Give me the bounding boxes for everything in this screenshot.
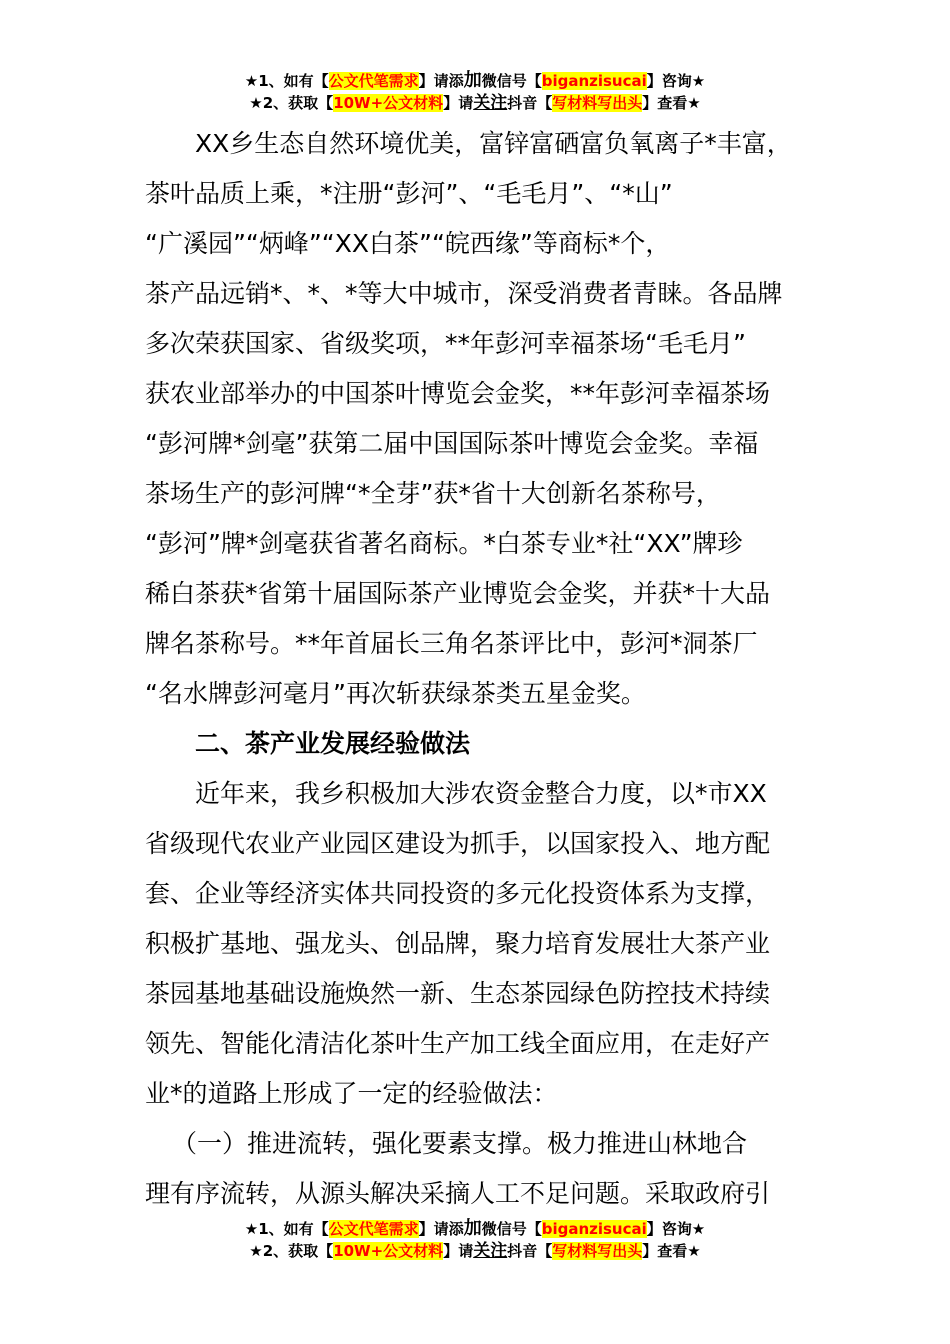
text-line: 业*的道路上形成了一定的经验做法： — [145, 1079, 558, 1108]
promo-banner-bottom — [0, 1218, 950, 1262]
section-heading: 二、茶产业发展经验做法 — [195, 729, 471, 758]
text-line: 牌名茶称号。**年首届长三角名茶评比中，彭河*洞茶厂 — [145, 629, 758, 658]
text-line: 理有序流转，从源头解决采摘人工不足问题。采取政府引 — [145, 1179, 771, 1208]
highlight-wechat-id: biganzisucai — [541, 72, 647, 90]
text-line: 套、企业等经济实体共同投资的多元化投资体系为支撑， — [145, 879, 771, 908]
highlight-douyin: 写材料写出头 — [552, 1242, 643, 1260]
highlight-service: 公文代笔需求 — [328, 72, 419, 90]
highlight-douyin: 写材料写出头 — [552, 94, 643, 112]
text-line: （一）推进流转，强化要素支撑。极力推进山林地合 — [172, 1129, 748, 1158]
text-line: 获农业部举办的中国茶叶博览会金奖，**年彭河幸福茶场 — [145, 379, 771, 408]
promo-line-1: ★1、如有【公文代笔需求】请添加微信号【biganzisucai】咨询★ — [244, 1218, 706, 1239]
promo-line-1: ★1、如有【公文代笔需求】请添加微信号【biganzisucai】咨询★ — [244, 70, 706, 91]
text-line: 省级现代农业产业园区建设为抓手，以国家投入、地方配 — [145, 829, 771, 858]
text-line: 茶叶品质上乘，*注册“彭河”、“毛毛月”、“*山” — [145, 179, 673, 208]
text-line: 稀白茶获*省第十届国际茶产业博览会金奖，并获*十大品 — [145, 579, 771, 608]
text-line: 领先、智能化清洁化茶叶生产加工线全面应用，在走好产 — [145, 1029, 771, 1058]
promo-banner-top — [0, 70, 950, 114]
highlight-wechat-id: biganzisucai — [541, 1220, 647, 1238]
promo-line-2: ★2、获取【10W+公文材料】请关注抖音【写材料写出头】查看★ — [249, 1241, 701, 1261]
text-line: “广溪园”“炳峰”“XX白茶”“皖西缘”等商标*个， — [145, 229, 671, 258]
text-line: 多次荣获国家、省级奖项，**年彭河幸福茶场“毛毛月” — [145, 329, 746, 358]
highlight-service: 公文代笔需求 — [328, 1220, 419, 1238]
text-line: “彭河牌*剑毫”获第二届中国国际茶叶博览会金奖。幸福 — [145, 429, 759, 458]
text-line: 茶产品远销*、*、*等大中城市，深受消费者青睐。各品牌 — [145, 279, 783, 308]
text-line: 积极扩基地、强龙头、创品牌，聚力培育发展壮大茶产业 — [145, 929, 771, 958]
highlight-materials: 10W+公文材料 — [333, 94, 444, 112]
text-line: 近年来，我乡积极加大涉农资金整合力度，以*市XX — [195, 779, 767, 808]
highlight-materials: 10W+公文材料 — [333, 1242, 444, 1260]
text-line: 茶场生产的彭河牌“*全芽”获*省十大创新名茶称号， — [145, 479, 721, 508]
text-line: “名水牌彭河毫月”再次斩获绿茶类五星金奖。 — [145, 679, 646, 708]
text-line: “彭河”牌*剑毫获省著名商标。*白茶专业*社“XX”牌珍 — [145, 529, 743, 558]
promo-line-2: ★2、获取【10W+公文材料】请关注抖音【写材料写出头】查看★ — [249, 93, 701, 113]
text-line: XX乡生态自然环境优美，富锌富硒富负氧离子*丰富， — [195, 129, 792, 158]
text-line: 茶园基地基础设施焕然一新、生态茶园绿色防控技术持续 — [145, 979, 771, 1008]
